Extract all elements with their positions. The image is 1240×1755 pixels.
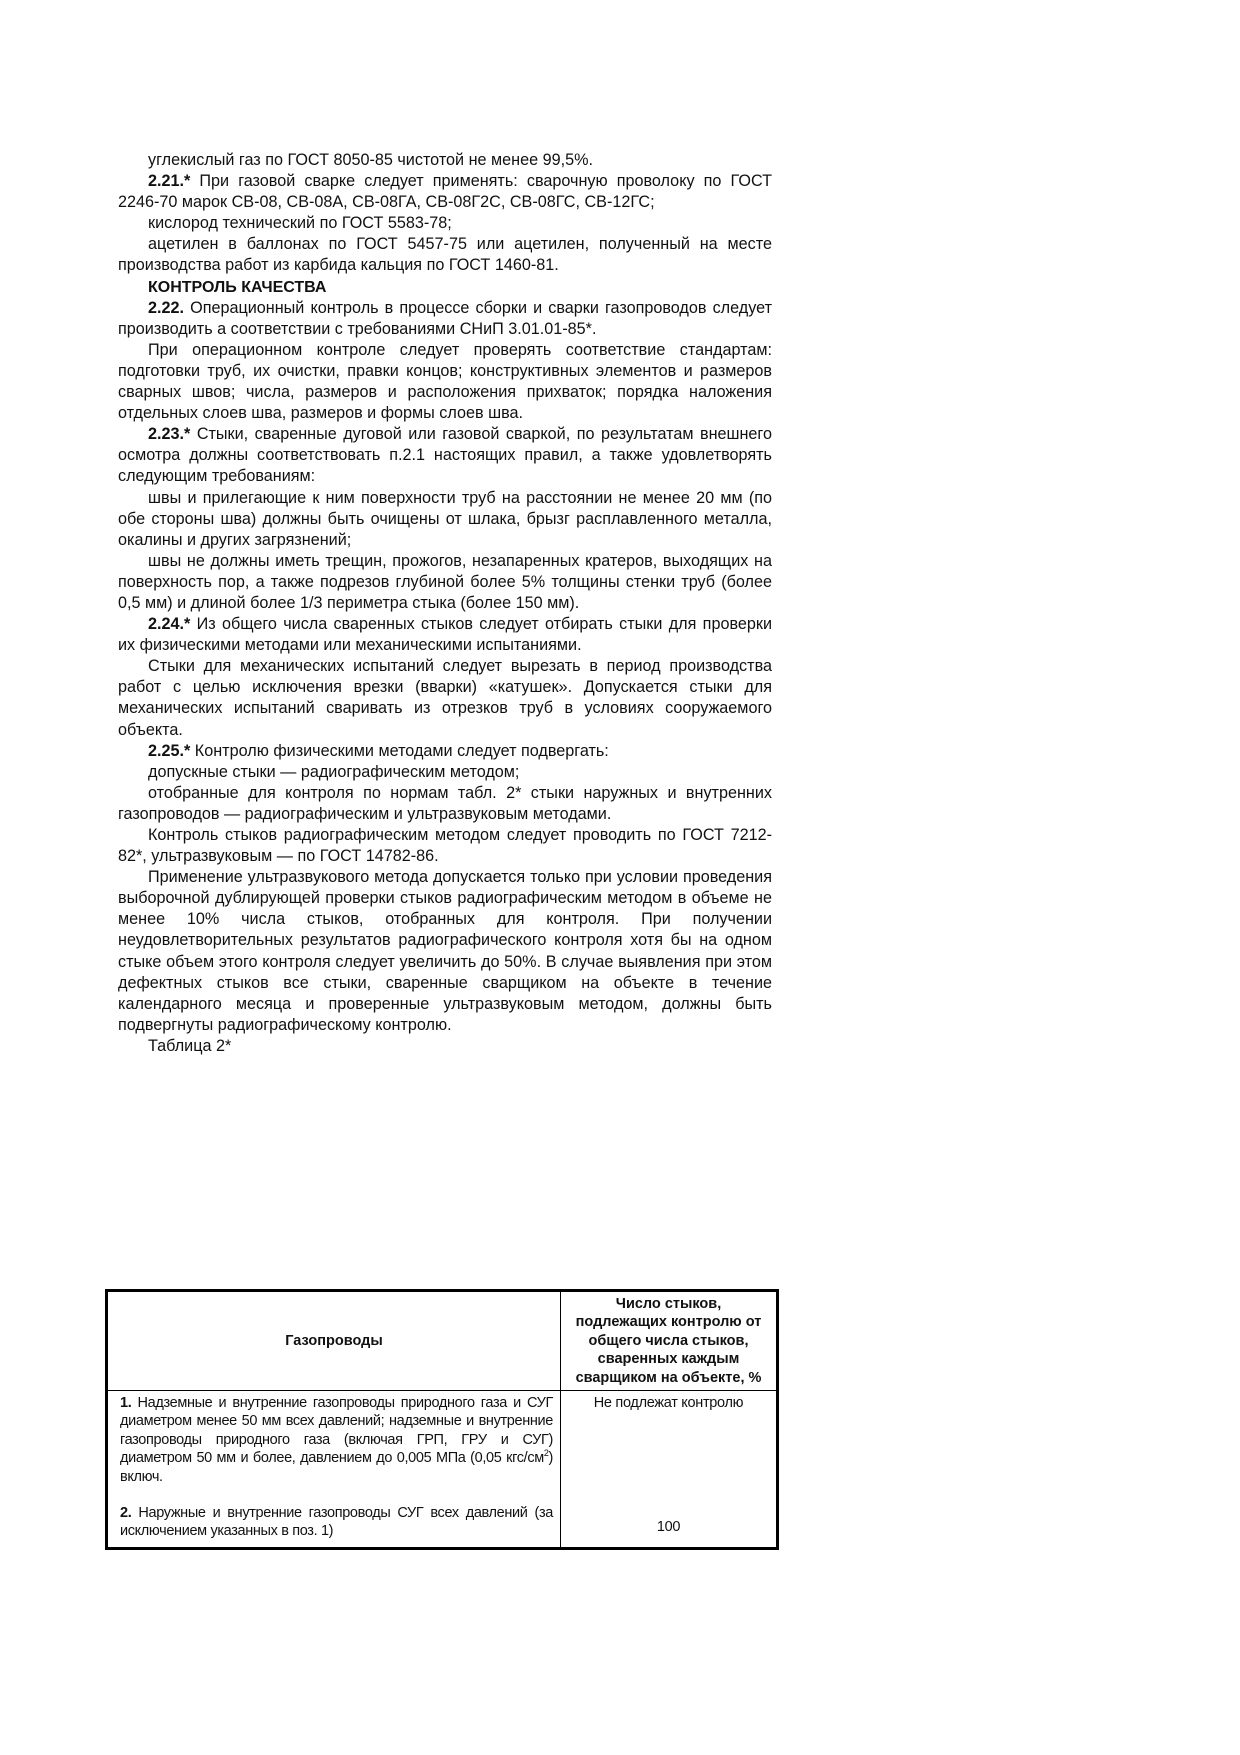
column-header-joints-count: Число стыков, подлежащих контролю от общего числа стыков, сваренных каждым сварщиком на объекте, % (561, 1291, 778, 1391)
clause-number: 2.21.* (148, 172, 191, 191)
clause-number: 2.22. (148, 298, 185, 317)
paragraph-2-25: 2.25.* Контролю физическими методами следует подвергать: (148, 741, 609, 760)
paragraph: Контроль стыков радиографическим методом следует проводить по ГОСТ 7212-82*, ультразвуковым — по ГОСТ 14782-86. (118, 826, 772, 866)
paragraph: отобранные для контроля по нормам табл. 2* стыки наружных и внутренних газопроводов — радиографическим и ультразвуковым методами. (118, 783, 772, 823)
table-header-row (107, 1291, 778, 1391)
row-2-description: 2. Наружные и внутренние газопроводы СУГ всех давлений (за исключением указанных в поз. 1) (120, 1505, 553, 1540)
paragraph-2-23: 2.23.* Стыки, сваренные дуговой или газовой сваркой, по результатам внешнего осмотра должны соответствовать п.2.1 настоящих правил, а также удовлетворять следующим требованиям: (118, 425, 772, 486)
table-2 (105, 1289, 779, 1550)
paragraph: швы не должны иметь трещин, прожогов, незапаренных кратеров, выходящих на поверхность пор, а также подрезов глубиной более 5% толщины стенки труб (более 0,5 мм) и длиной более 1/3 периметра стыка (более 150 мм). (118, 551, 772, 612)
paragraph: швы и прилегающие к ним поверхности труб на расстоянии не менее 20 мм (по обе стороны шва) должны быть очищены от шлака, брызг расплавленного металла, окалины и других загрязнений; (118, 488, 772, 549)
table-caption: Таблица 2* (148, 1036, 232, 1055)
clause-number: 2.24.* (148, 615, 191, 634)
pipelines-cell (107, 1391, 561, 1549)
row-1-value: Не подлежат контролю (593, 1395, 744, 1412)
section-heading: КОНТРОЛЬ КАЧЕСТВА (148, 278, 327, 296)
paragraph-2-24: 2.24.* Из общего числа сваренных стыков следует отбирать стыки для проверки их физическими методами или механическими испытаниями. (118, 615, 772, 655)
paragraph: кислород технический по ГОСТ 5583-78; (148, 214, 452, 233)
table-row (107, 1391, 778, 1549)
paragraph: Применение ультразвукового метода допускается только при условии проведения выборочной дублирующей проверки стыков радиографическим методом в объеме не менее 10% числа стыков, отобранных для контроля. При получении неудовлетворительных результатов радиографического контроля хотя бы на одном стыке объем этого контроля следует увеличить до 50%. В случае выявления при этом дефектных стыков все стыки, сваренные сварщиком на объекте в течение календарного месяца и проверенные ультразвуковым методом, должны быть подвергнуты радиографическому контролю. (118, 868, 772, 1034)
document-page (118, 150, 772, 1057)
top-paragraphs (118, 150, 772, 277)
paragraph: ацетилен в баллонах по ГОСТ 5457-75 или ацетилен, полученный на месте производства работ из карбида кальция по ГОСТ 1460-81. (118, 235, 772, 275)
paragraph-2-21: 2.21.* При газовой сварке следует применять: сварочную проволоку по ГОСТ 2246-70 марок СВ-08, СВ-08А, СВ-08ГА, СВ-08Г2С, СВ-08ГС, СВ-12ГС; (118, 172, 772, 212)
paragraph: допускные стыки — радиографическим методом; (148, 762, 520, 781)
main-paragraphs (118, 298, 772, 1036)
paragraph-2-22: 2.22. Операционный контроль в процессе сборки и сварки газопроводов следует производить а соответствии с требованиями СНиП 3.01.01-85*. (118, 298, 772, 338)
column-header-pipelines: Газопроводы (107, 1291, 561, 1391)
paragraph: Стыки для механических испытаний следует вырезать в период производства работ с целью исключения врезки (вварки) «катушек». Допускается стыки для механических испытаний сваривать из отрезков труб в условиях сооружаемого объекта. (118, 657, 772, 739)
paragraph: углекислый газ по ГОСТ 8050-85 чистотой не менее 99,5%. (148, 151, 594, 169)
joints-count-cell (561, 1391, 778, 1549)
paragraph: При операционном контроле следует проверять соответствие стандартам: подготовки труб, их очистки, правки концов; конструктивных элементов и размеров сварных швов; числа, размеров и расположения прихваток; порядка наложения отдельных слоев шва, размеров и формы слоев шва. (118, 340, 772, 423)
clause-number: 2.25.* (148, 741, 191, 760)
row-1-description: 1. Надземные и внутренние газопроводы природного газа и СУГ диаметром менее 50 мм всех давлений; надземные и внутренние газопроводы природного газа (включая ГРП, ГРУ и СУГ) диаметром 50 мм и более, давлением до 0,005 МПа (0,05 кгс/$см^2$) включ. (120, 1395, 553, 1485)
clause-number: 2.23.* (148, 425, 191, 444)
row-2-value: 100 (656, 1519, 681, 1536)
